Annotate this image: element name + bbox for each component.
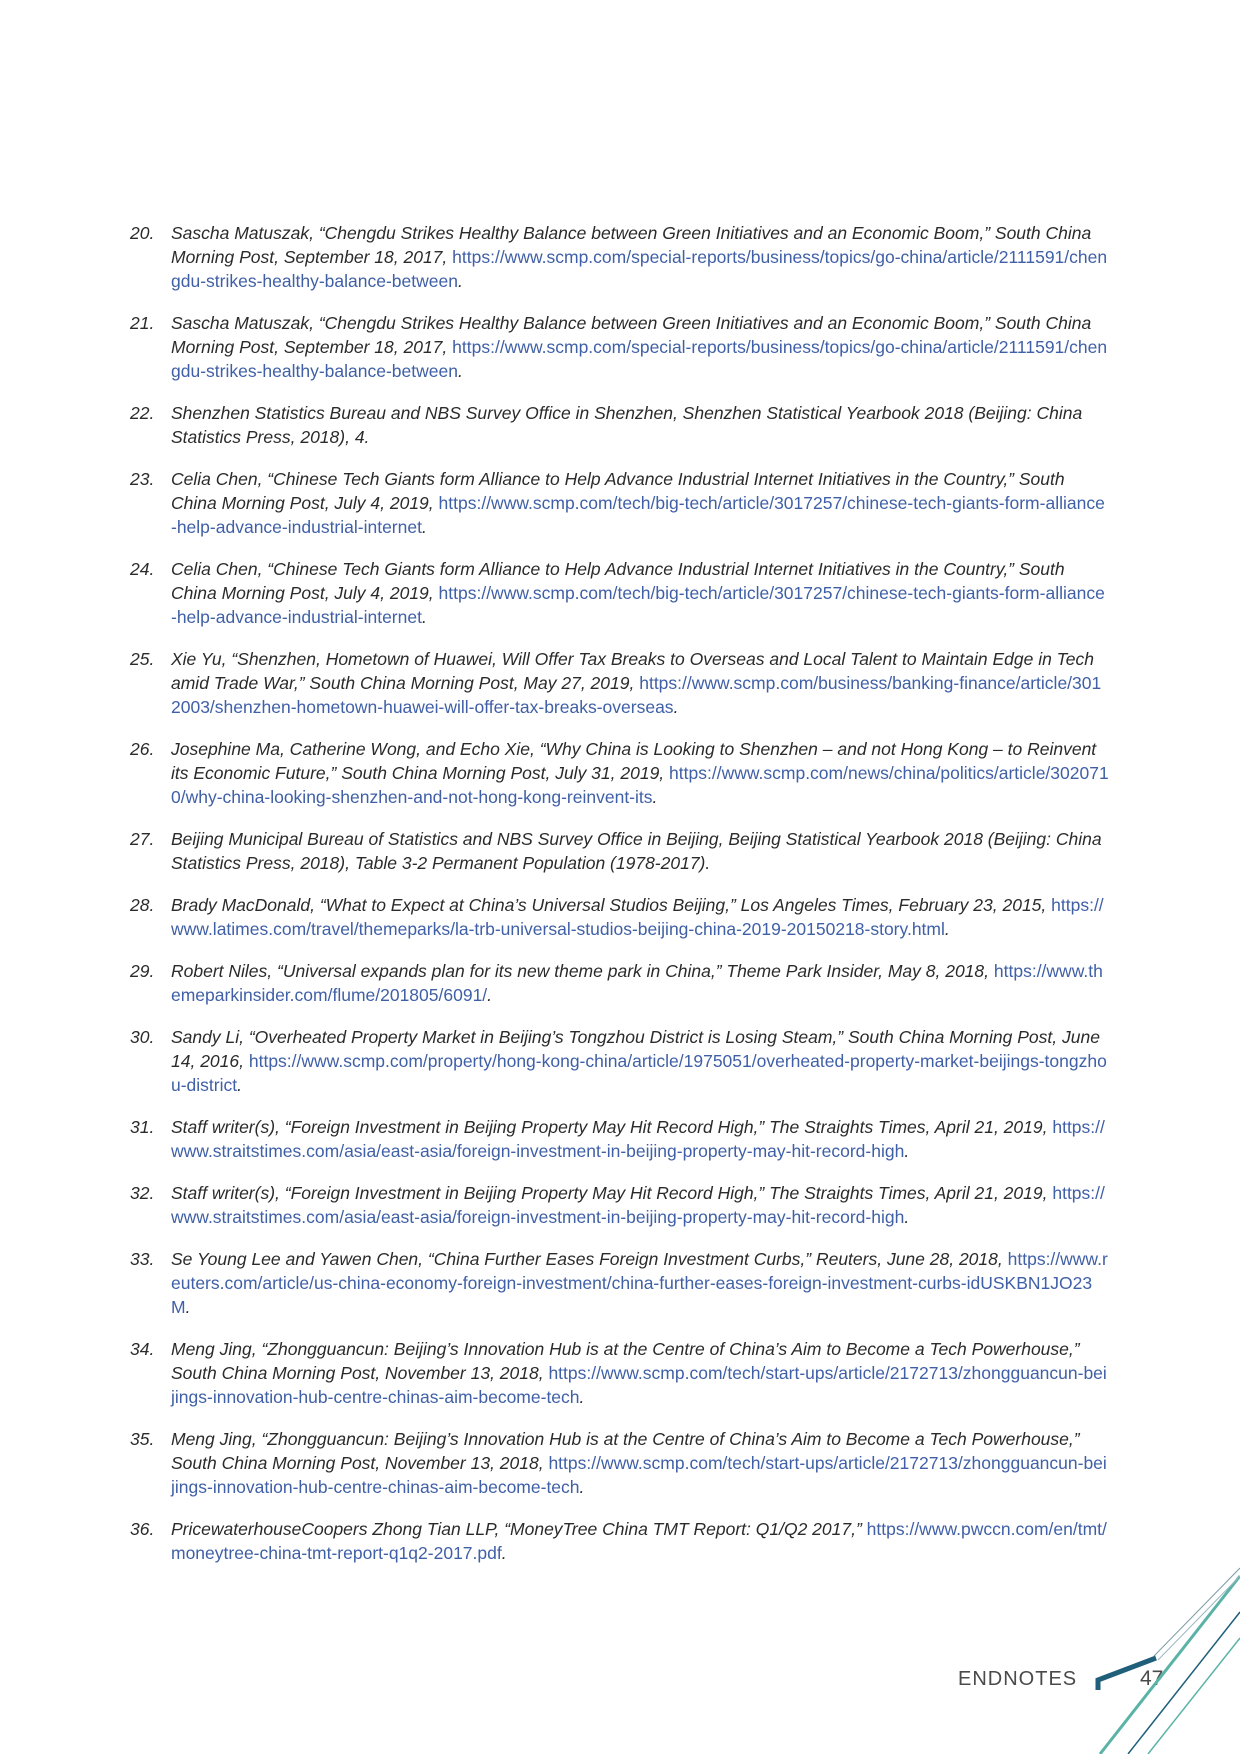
- endnote-end-punctuation: .: [457, 271, 463, 291]
- endnote-citation: Xie Yu, “Shenzhen, Hometown of Huawei, Will Offer Tax Breaks to Overseas and Local Talent to Maintain Edge in Tech amid Trade War,” South China Morning Post, May 27, 2019,: [171, 649, 1094, 693]
- endnote-end-punctuation: .: [944, 919, 950, 939]
- endnote-end-punctuation: .: [579, 1387, 585, 1407]
- section-label: ENDNOTES: [958, 1668, 1078, 1690]
- endnote-link[interactable]: https://www.scmp.com/tech/big-tech/article/3017257/chinese-tech-giants-form-alliance-help-advance-industrial-internet: [171, 583, 1105, 627]
- endnote-number: 28.: [130, 895, 155, 915]
- endnote-link[interactable]: https://www.scmp.com/special-reports/business/topics/go-china/article/2111591/chengdu-strikes-healthy-balance-between: [171, 247, 1108, 291]
- endnote-item: [130, 647, 1110, 719]
- endnote-item: [130, 1517, 1110, 1565]
- endnote-citation: Sascha Matuszak, “Chengdu Strikes Healthy Balance between Green Initiatives and an Economic Boom,” South China Morning Post, September 18, 2017,: [171, 313, 1092, 357]
- endnote-end-punctuation: .: [421, 607, 427, 627]
- endnote-end-punctuation: .: [904, 1207, 910, 1227]
- endnote-citation: Staff writer(s), “Foreign Investment in Beijing Property May Hit Record High,” The Straights Times, April 21, 2019,: [171, 1183, 1048, 1203]
- endnote-number: 25.: [130, 649, 155, 669]
- endnote-item: [130, 1181, 1110, 1229]
- endnote-citation: Beijing Municipal Bureau of Statistics and NBS Survey Office in Beijing, Beijing Statistical Yearbook 2018 (Beijing: China Statistics Press, 2018), Table 3-2 Permanent Population (1978-2017).: [171, 829, 1102, 873]
- endnote-citation: Shenzhen Statistics Bureau and NBS Survey Office in Shenzhen, Shenzhen Statistical Yearbook 2018 (Beijing: China Statistics Press, 2018), 4.: [171, 403, 1083, 447]
- endnote-number: 34.: [130, 1339, 155, 1359]
- endnote-item: [130, 893, 1110, 941]
- endnote-link[interactable]: https://www.scmp.com/business/banking-finance/article/3012003/shenzhen-hometown-huawei-will-offer-tax-breaks-overseas: [171, 673, 1102, 717]
- endnote-link[interactable]: https://www.reuters.com/article/us-china-economy-foreign-investment/china-further-eases-foreign-investment-curbs-idUSKBN1JO23M: [171, 1249, 1108, 1317]
- endnote-link[interactable]: https://www.latimes.com/travel/themeparks/la-trb-universal-studios-beijing-china-2019-20150218-story.html: [171, 895, 1104, 939]
- corner-decoration-graphic: [1080, 1550, 1240, 1754]
- endnote-citation: Celia Chen, “Chinese Tech Giants form Alliance to Help Advance Industrial Internet Initiatives in the Country,” South China Morning Post, July 4, 2019,: [171, 559, 1065, 603]
- page-number: 47: [1140, 1667, 1164, 1690]
- endnote-end-punctuation: .: [421, 517, 427, 537]
- endnote-end-punctuation: .: [673, 697, 679, 717]
- endnote-link[interactable]: https://www.scmp.com/tech/start-ups/article/2172713/zhongguancun-beijings-innovation-hub-centre-chinas-aim-become-tech: [171, 1363, 1107, 1407]
- endnote-number: 21.: [130, 313, 155, 333]
- endnote-number: 26.: [130, 739, 155, 759]
- endnote-citation: Meng Jing, “Zhongguancun: Beijing’s Innovation Hub is at the Centre of China’s Aim to Become a Tech Powerhouse,” South China Morning Post, November 13, 2018,: [171, 1429, 1080, 1473]
- endnote-link[interactable]: https://www.scmp.com/property/hong-kong-china/article/1975051/overheated-property-market-beijings-tongzhou-district: [171, 1051, 1107, 1095]
- endnote-item: [130, 467, 1110, 539]
- endnote-number: 30.: [130, 1027, 155, 1047]
- endnote-link[interactable]: https://www.straitstimes.com/asia/east-asia/foreign-investment-in-beijing-property-may-hit-record-high: [171, 1183, 1105, 1227]
- endnote-item: [130, 737, 1110, 809]
- endnote-citation: Robert Niles, “Universal expands plan for its new theme park in China,” Theme Park Insider, May 8, 2018,: [171, 961, 990, 981]
- endnote-item: [130, 827, 1110, 875]
- endnote-end-punctuation: .: [487, 985, 493, 1005]
- endnote-citation: Sascha Matuszak, “Chengdu Strikes Healthy Balance between Green Initiatives and an Economic Boom,” South China Morning Post, September 18, 2017,: [171, 223, 1092, 267]
- endnote-number: 32.: [130, 1183, 155, 1203]
- endnote-link[interactable]: https://www.themeparkinsider.com/flume/201805/6091/: [171, 961, 1103, 1005]
- endnote-link[interactable]: https://www.straitstimes.com/asia/east-asia/foreign-investment-in-beijing-property-may-hit-record-high: [171, 1117, 1105, 1161]
- endnote-number: 33.: [130, 1249, 155, 1269]
- endnote-number: 27.: [130, 829, 155, 849]
- endnote-item: [130, 557, 1110, 629]
- endnote-item: [130, 221, 1110, 293]
- endnote-number: 22.: [130, 403, 155, 423]
- endnote-item: [130, 959, 1110, 1007]
- endnote-link[interactable]: https://www.pwccn.com/en/tmt/moneytree-china-tmt-report-q1q2-2017.pdf: [171, 1519, 1107, 1563]
- endnote-link[interactable]: https://www.scmp.com/tech/start-ups/article/2172713/zhongguancun-beijings-innovation-hub-centre-chinas-aim-become-tech: [171, 1453, 1107, 1497]
- endnotes-list: [130, 221, 1110, 1583]
- endnote-citation: Staff writer(s), “Foreign Investment in Beijing Property May Hit Record High,” The Straights Times, April 21, 2019,: [171, 1117, 1048, 1137]
- endnote-item: [130, 1337, 1110, 1409]
- endnote-end-punctuation: .: [579, 1477, 585, 1497]
- endnote-citation: Meng Jing, “Zhongguancun: Beijing’s Innovation Hub is at the Centre of China’s Aim to Become a Tech Powerhouse,” South China Morning Post, November 13, 2018,: [171, 1339, 1080, 1383]
- endnote-item: [130, 1115, 1110, 1163]
- endnote-number: 24.: [130, 559, 155, 579]
- endnote-citation: Celia Chen, “Chinese Tech Giants form Alliance to Help Advance Industrial Internet Initiatives in the Country,” South China Morning Post, July 4, 2019,: [171, 469, 1065, 513]
- endnote-number: 31.: [130, 1117, 155, 1137]
- endnote-number: 29.: [130, 961, 155, 981]
- endnote-link[interactable]: https://www.scmp.com/news/china/politics/article/3020710/why-china-looking-shenzhen-and-not-hong-kong-reinvent-its: [171, 763, 1109, 807]
- endnote-number: 23.: [130, 469, 155, 489]
- endnote-end-punctuation: .: [185, 1297, 191, 1317]
- endnote-end-punctuation: .: [237, 1075, 242, 1095]
- endnote-number: 36.: [130, 1519, 155, 1539]
- endnote-number: 35.: [130, 1429, 155, 1449]
- endnote-citation: PricewaterhouseCoopers Zhong Tian LLP, “MoneyTree China TMT Report: Q1/Q2 2017,”: [171, 1519, 862, 1539]
- endnote-citation: Josephine Ma, Catherine Wong, and Echo Xie, “Why China is Looking to Shenzhen – and not Hong Kong – to Reinvent its Economic Future,” South China Morning Post, July 31, 2019,: [171, 739, 1097, 783]
- endnote-citation: Se Young Lee and Yawen Chen, “China Further Eases Foreign Investment Curbs,” Reuters, June 28, 2018,: [171, 1249, 1003, 1269]
- endnote-item: [130, 401, 1110, 449]
- endnote-item: [130, 1427, 1110, 1499]
- endnote-item: [130, 311, 1110, 383]
- endnote-end-punctuation: .: [457, 361, 463, 381]
- endnote-end-punctuation: .: [501, 1543, 507, 1563]
- endnote-number: 20.: [130, 223, 155, 243]
- endnote-link[interactable]: https://www.scmp.com/special-reports/business/topics/go-china/article/2111591/chengdu-strikes-healthy-balance-between: [171, 337, 1108, 381]
- endnote-end-punctuation: .: [904, 1141, 910, 1161]
- endnote-item: [130, 1247, 1110, 1319]
- endnote-link[interactable]: https://www.scmp.com/tech/big-tech/article/3017257/chinese-tech-giants-form-alliance-help-advance-industrial-internet: [171, 493, 1105, 537]
- endnote-end-punctuation: .: [652, 787, 658, 807]
- endnote-item: [130, 1025, 1110, 1097]
- endnote-citation: Sandy Li, “Overheated Property Market in Beijing’s Tongzhou District is Losing Steam,” South China Morning Post, June 14, 2016,: [171, 1027, 1100, 1071]
- endnote-citation: Brady MacDonald, “What to Expect at China’s Universal Studios Beijing,” Los Angeles Times, February 23, 2015,: [171, 895, 1047, 915]
